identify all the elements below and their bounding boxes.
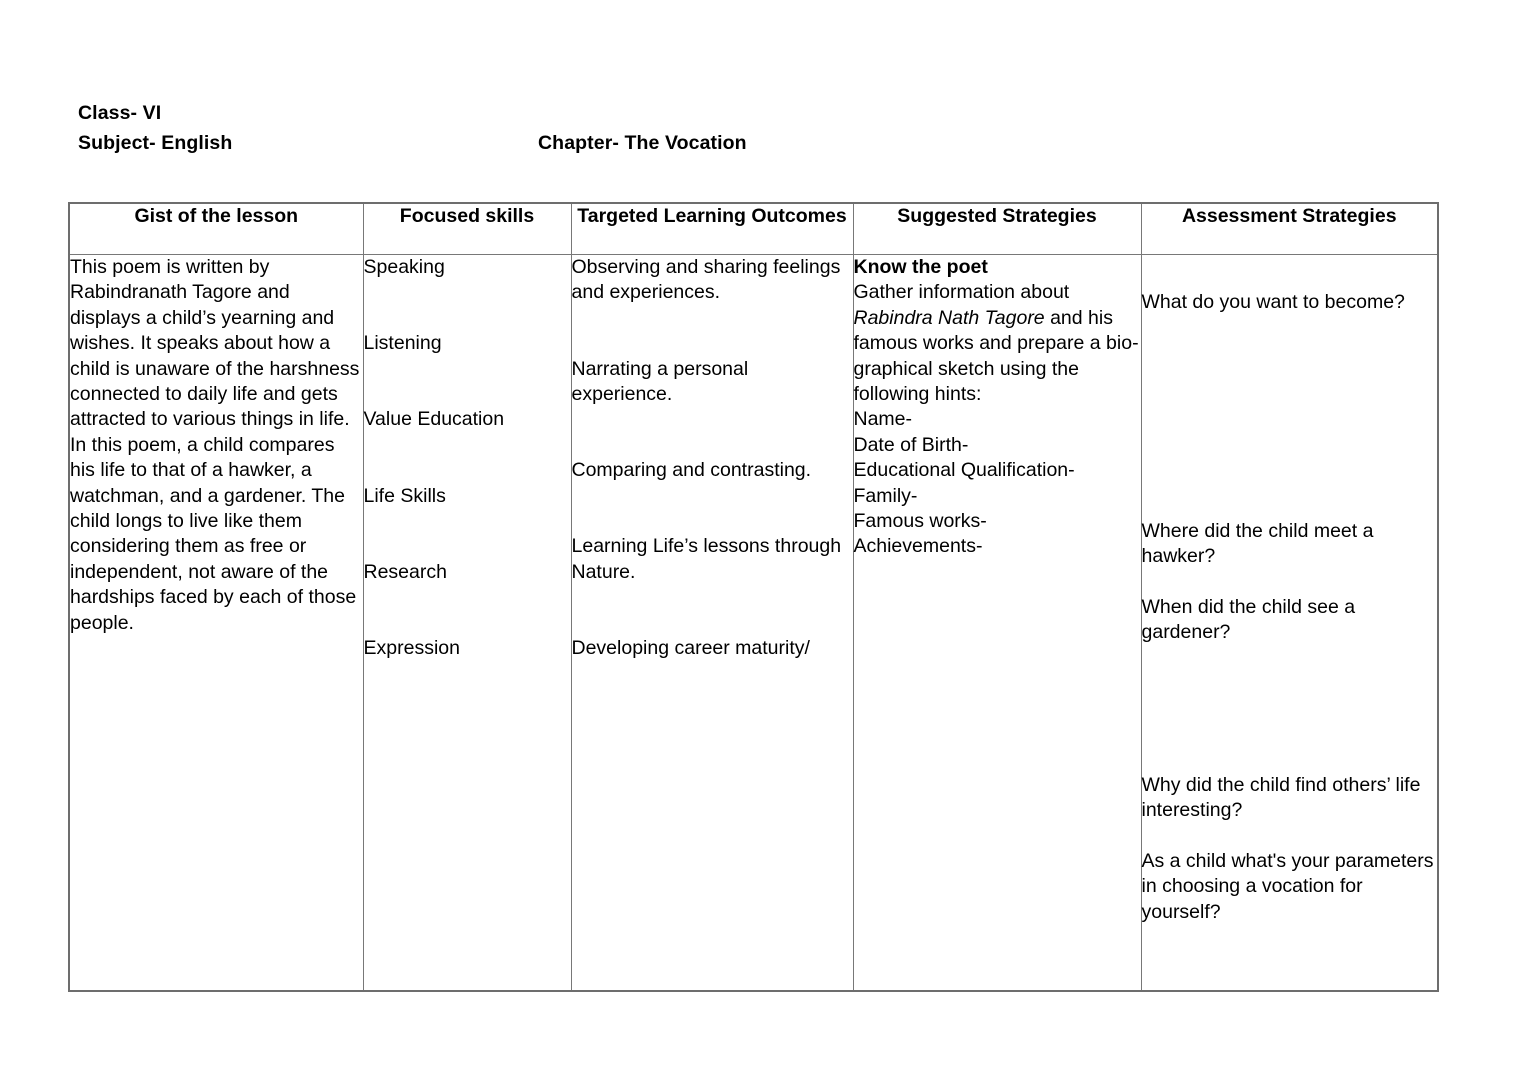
skill-item: Expression — [363, 637, 460, 660]
strategy-intro-before: Gather information about — [853, 281, 1070, 304]
hint-item: Family- — [853, 484, 918, 507]
hint-item: Name- — [853, 408, 913, 431]
spacer — [364, 433, 571, 484]
chapter-line: Chapter- The Vocation — [538, 132, 747, 154]
subject-line: Subject- English — [78, 132, 233, 154]
assessment-question: When did the child see a gardener? — [1141, 595, 1356, 644]
spacer — [364, 509, 571, 560]
assessment-question: What do you want to become? — [1141, 291, 1405, 313]
spacer — [1142, 646, 1438, 748]
skill-item: Value Education — [363, 408, 505, 431]
lesson-plan-table — [68, 202, 1439, 992]
outcome-item: Comparing and contrasting. — [571, 459, 812, 482]
outcome-item: Narrating a personal experience. — [571, 357, 749, 406]
hint-item: Famous works- — [853, 510, 987, 533]
hint-item: Achievements- — [853, 535, 983, 558]
cell-gist-of-the-lesson — [69, 255, 363, 992]
outcome-item: Learning Life’s lessons through Nature. — [571, 535, 842, 583]
spacer — [364, 280, 571, 331]
document-header — [78, 98, 1438, 158]
gist-text: This poem is written by Rabindranath Tagore and displays a child’s yearning and wishes. It speaks about how a child is unaware of the harshness connected to daily life and gets attracted to various things in life. In this poem, a child compares his life to that of a hawker, a watchman, and a gardener. The child longs to live like them considering them as free or independent, not aware of the hardships faced by each of those people. — [70, 256, 365, 634]
subject-chapter-row — [78, 128, 1438, 158]
spacer — [1142, 315, 1438, 442]
spacer — [1142, 442, 1438, 518]
spacer — [1142, 569, 1438, 594]
table-header-row — [69, 203, 1438, 255]
hint-item: Educational Qualification- — [853, 459, 1075, 482]
column-header-focused-skills: Focused skills — [363, 203, 571, 255]
skill-item: Speaking — [363, 256, 445, 278]
cell-suggested-strategies — [853, 255, 1141, 992]
poet-name: Rabindra Nath Tagore — [853, 306, 1045, 329]
column-header-gist: Gist of the lesson — [69, 203, 363, 255]
cell-targeted-learning-outcomes — [571, 255, 853, 992]
strategy-intro-after: and his famous works and prepare a bio-graphical sketch using the following hints: — [853, 306, 1139, 406]
spacer — [572, 585, 853, 636]
spacer — [572, 306, 853, 357]
column-header-assessment-strategies: Assessment Strategies — [1141, 203, 1438, 255]
outcome-item: Observing and sharing feelings and experiences. — [571, 256, 841, 304]
spacer — [572, 407, 853, 458]
cell-focused-skills — [363, 255, 571, 992]
skill-item: Life Skills — [363, 484, 446, 507]
skill-item: Research — [363, 560, 447, 583]
strategy-heading: Know the poet — [853, 256, 988, 278]
assessment-question: Why did the child find others’ life interesting? — [1141, 773, 1421, 821]
assessment-question: Where did the child meet a hawker? — [1141, 519, 1374, 567]
spacer — [572, 484, 853, 535]
column-header-suggested-strategies: Suggested Strategies — [853, 203, 1141, 255]
outcome-item: Developing career maturity/ — [571, 637, 810, 660]
cell-assessment-strategies — [1141, 255, 1438, 992]
spacer — [364, 357, 571, 408]
class-line: Class- VI — [78, 102, 162, 124]
spacer — [1142, 747, 1438, 772]
skill-item: Listening — [363, 332, 442, 355]
assessment-question: As a child what's your parameters in choosing a vocation for yourself? — [1141, 849, 1434, 923]
hint-item: Date of Birth- — [853, 433, 969, 456]
table-row — [69, 255, 1438, 992]
spacer — [364, 585, 571, 636]
spacer — [1142, 823, 1438, 848]
column-header-targeted-learning-outcomes: Targeted Learning Outcomes — [571, 203, 853, 255]
strategy-intro — [854, 280, 1141, 407]
